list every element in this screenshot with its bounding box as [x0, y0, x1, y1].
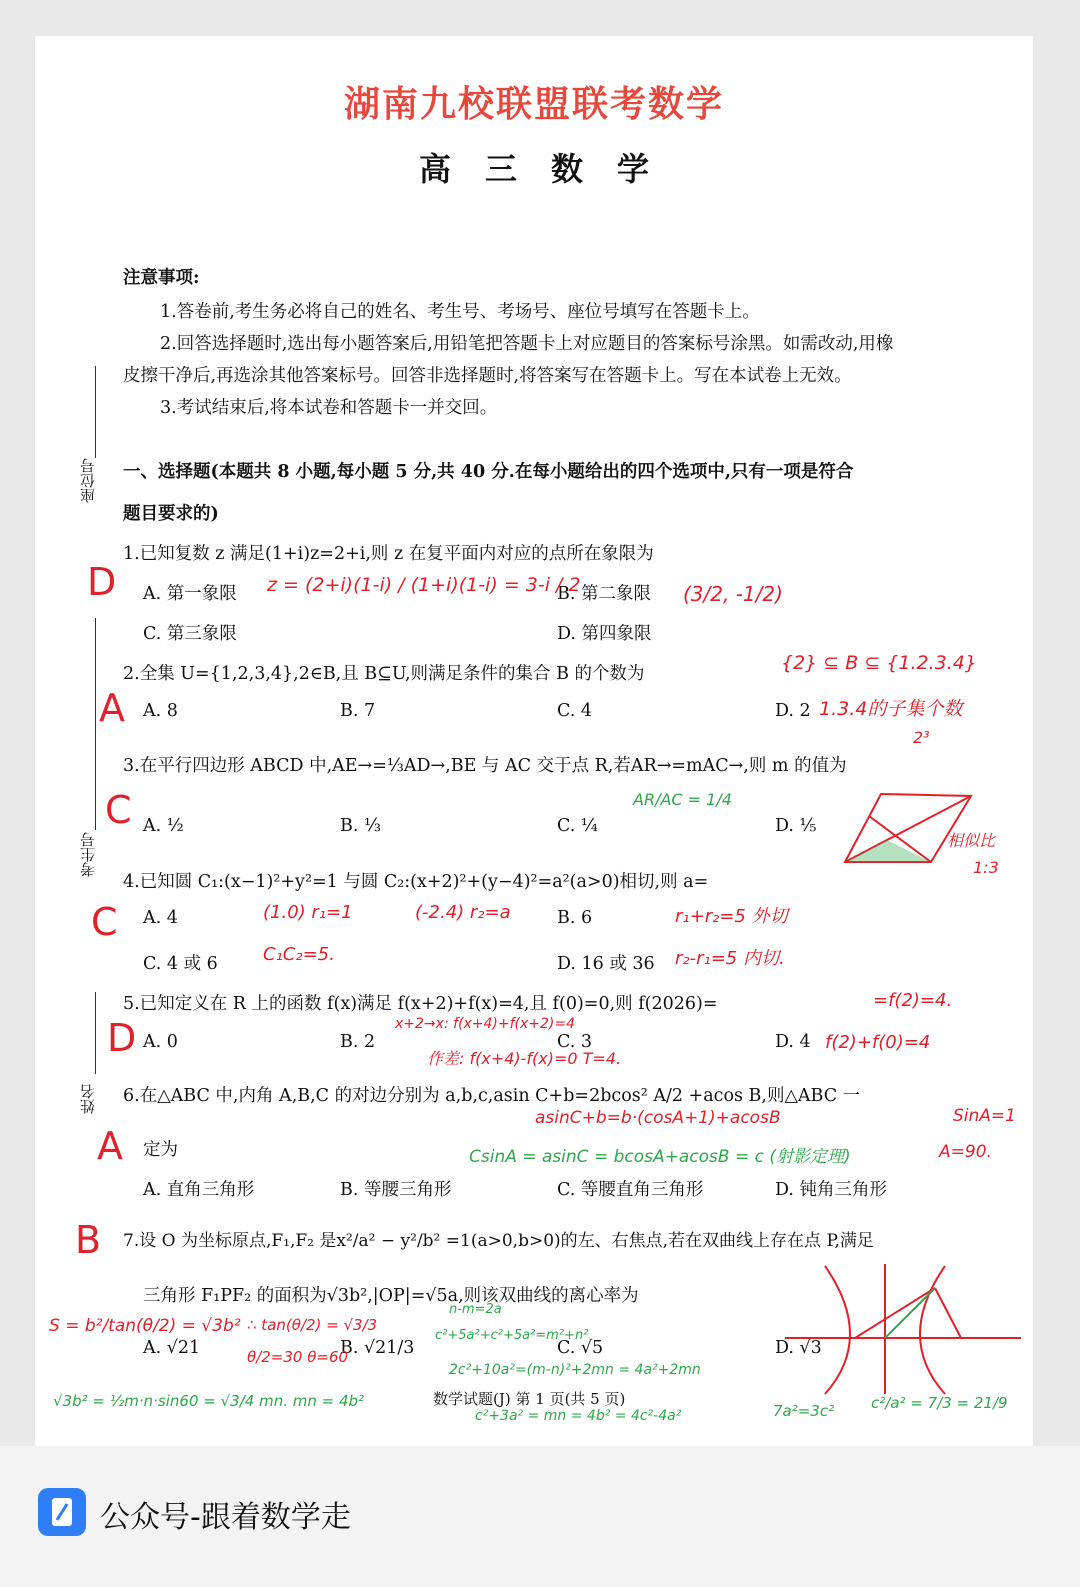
option-c: C. 第三象限	[143, 624, 237, 644]
handwritten-note: r₁+r₂=5 外切	[675, 906, 788, 927]
question-stem-cont: 定为	[143, 1140, 178, 1160]
option-b: B. √21/3	[340, 1338, 415, 1358]
seat-label: 座位号	[79, 458, 97, 503]
exam-title: 湖南九校联盟联考数学	[343, 84, 724, 125]
handwritten-note: S = b²/tan(θ/2) = √3b²	[49, 1316, 241, 1336]
exam-no-label: 考生号	[79, 832, 97, 877]
answer-mark: D	[107, 1016, 137, 1060]
margin-line	[95, 992, 96, 1074]
section-heading: 一、选择题(本题共 8 小题,每小题 5 分,共 40 分.在每小题给出的四个选项中,只有一项是符合	[123, 462, 854, 482]
option-d: D. 4	[775, 1032, 811, 1052]
exam-subtitle: 高三数学	[418, 150, 683, 188]
handwritten-note: AR/AC = 1/4	[633, 790, 732, 809]
handwritten-note: A=90.	[939, 1142, 992, 1162]
answer-mark: D	[87, 560, 117, 604]
official-account-label[interactable]: 公众号-跟着数学走	[100, 1500, 351, 1535]
option-c: C. √5	[557, 1338, 604, 1358]
option-c: C. 等腰直角三角形	[557, 1180, 704, 1200]
option-d: D. 第四象限	[557, 624, 652, 644]
question-stem: 1.已知复数 z 满足(1+i)z=2+i,则 z 在复平面内对应的点所在象限为	[123, 544, 654, 564]
notice-item-1: 1.答卷前,考生务必将自己的姓名、考生号、考场号、座位号填写在答题卡上。	[160, 302, 760, 322]
margin-line	[95, 618, 96, 830]
option-a: A. 直角三角形	[143, 1180, 255, 1200]
option-d: D. 钝角三角形	[775, 1180, 888, 1200]
section-heading-2: 题目要求的)	[123, 504, 219, 524]
handwritten-note: √3b² = ½m·n·sin60 = √3/4 mn. mn = 4b²	[53, 1392, 365, 1410]
handwritten-note: θ/2=30 θ=60	[247, 1348, 349, 1366]
option-d: D. 16 或 36	[557, 954, 655, 974]
answer-mark: A	[97, 1124, 123, 1168]
handwritten-note: n-m=2a	[449, 1302, 502, 1317]
handwritten-note: ∴ tan(θ/2) = √3/3	[247, 1316, 378, 1334]
option-b: B. ⅓	[340, 816, 381, 836]
answer-mark: A	[99, 686, 125, 730]
handwritten-note: x+2→x: f(x+4)+f(x+2)=4	[395, 1016, 576, 1032]
question-stem: 5.已知定义在 R 上的函数 f(x)满足 f(x+2)+f(x)=4,且 f(0)=0,则 f(2026)=	[123, 994, 718, 1014]
notice-item-3: 3.考试结束后,将本试卷和答题卡一并交回。	[160, 398, 498, 418]
answer-mark: C	[91, 900, 118, 944]
notice-item-2: 2.回答选择题时,选出每小题答案后,用铅笔把答题卡上对应题目的答案标号涂黑。如需改动,用橡	[160, 334, 894, 354]
handwritten-note: 1.3.4的子集个数	[819, 698, 963, 720]
option-a: A. ½	[143, 816, 184, 836]
hyperbola-sketch	[785, 1258, 1025, 1398]
notice-item-2b: 皮擦干净后,再选涂其他答案标号。回答非选择题时,将答案写在答题卡上。写在本试卷上无效。	[123, 366, 852, 386]
handwritten-note: asinC+b=b·(cosA+1)+acosB	[535, 1108, 781, 1128]
handwritten-note: SinA=1	[953, 1106, 1016, 1126]
notice-heading: 注意事项:	[123, 268, 200, 288]
parallelogram-sketch	[835, 776, 975, 876]
option-a: A. 8	[143, 701, 178, 721]
handwritten-note: 作差: f(x+4)-f(x)=0 T=4.	[427, 1049, 622, 1068]
handwritten-note: (1.0) r₁=1	[263, 902, 353, 923]
option-a: A. 4	[143, 908, 178, 928]
option-c: C. 4 或 6	[143, 954, 218, 974]
option-a: A. 0	[143, 1032, 178, 1052]
official-account-icon	[38, 1488, 86, 1536]
handwritten-note: f(2)+f(0)=4	[825, 1032, 931, 1053]
handwritten-note: =f(2)=4.	[873, 990, 953, 1011]
option-b: B. 等腰三角形	[340, 1180, 452, 1200]
option-c: C. 4	[557, 701, 593, 721]
handwritten-note: 相似比	[947, 831, 996, 850]
handwritten-note: 2c²+10a²=(m-n)²+2mn = 4a²+2mn	[449, 1362, 701, 1378]
page-footer: 数学试题(J) 第 1 页(共 5 页)	[433, 1390, 626, 1408]
option-d: D. √3	[775, 1338, 822, 1358]
question-stem: 7.设 O 为坐标原点,F₁,F₂ 是x²/a² − y²/b² =1(a>0,b>0)的左、右焦点,若在双曲线上存在点 P,满足	[123, 1231, 874, 1251]
option-d: D. 2	[775, 701, 811, 721]
margin-line	[95, 366, 96, 458]
option-b: B. 6	[557, 908, 593, 928]
option-a: A. 第一象限	[143, 584, 237, 604]
option-a: A. √21	[143, 1338, 201, 1358]
name-label: 姓名	[79, 1084, 97, 1114]
question-stem-cont: 三角形 F₁PF₂ 的面积为√3b²,|OP|=√5a,则该双曲线的离心率为	[143, 1286, 639, 1306]
option-d: D. ⅕	[775, 816, 817, 836]
handwritten-note: 7a²=3c²	[773, 1402, 835, 1420]
handwritten-note: r₂-r₁=5 内切.	[675, 948, 785, 969]
question-stem: 2.全集 U={1,2,3,4},2∈B,且 B⊆U,则满足条件的集合 B 的个数为	[123, 664, 645, 684]
handwritten-note: c²+5a²+c²+5a²=m²+n²	[435, 1328, 589, 1343]
handwritten-note: (3/2, -1/2)	[683, 582, 783, 606]
answer-mark: B	[75, 1218, 102, 1262]
handwritten-note: C₁C₂=5.	[263, 944, 335, 965]
handwritten-note: CsinA = asinC = bcosA+acosB = c (射影定理)	[469, 1147, 851, 1167]
handwritten-note: 2³	[913, 728, 930, 747]
question-stem: 3.在平行四边形 ABCD 中,AE→=⅓AD→,BE 与 AC 交于点 R,若AR→=mAC→,则 m 的值为	[123, 756, 847, 776]
option-b: B. 2	[340, 1032, 376, 1052]
option-c: C. 3	[557, 1032, 593, 1052]
handwritten-note: z = (2+i)(1-i) / (1+i)(1-i) = 3-i / 2	[267, 574, 581, 596]
handwritten-note: c²+3a² = mn = 4b² = 4c²-4a²	[475, 1408, 682, 1424]
question-stem: 4.已知圆 C₁:(x−1)²+y²=1 与圆 C₂:(x+2)²+(y−4)²=a²(a>0)相切,则 a=	[123, 872, 709, 892]
question-stem: 6.在△ABC 中,内角 A,B,C 的对边分别为 a,b,c,asin C+b=2bcos² A/2 +acos B,则△ABC 一	[123, 1086, 861, 1106]
option-b: B. 第二象限	[557, 584, 651, 604]
exam-page	[35, 36, 1033, 1446]
handwritten-note: c²/a² = 7/3 = 21/9	[871, 1394, 1008, 1412]
handwritten-note: (-2.4) r₂=a	[415, 902, 511, 923]
option-c: C. ¼	[557, 816, 598, 836]
option-b: B. 7	[340, 701, 376, 721]
handwritten-note: 1:3	[973, 858, 999, 877]
answer-mark: C	[105, 788, 132, 832]
handwritten-note: {2} ⊆ B ⊆ {1.2.3.4}	[781, 652, 977, 674]
